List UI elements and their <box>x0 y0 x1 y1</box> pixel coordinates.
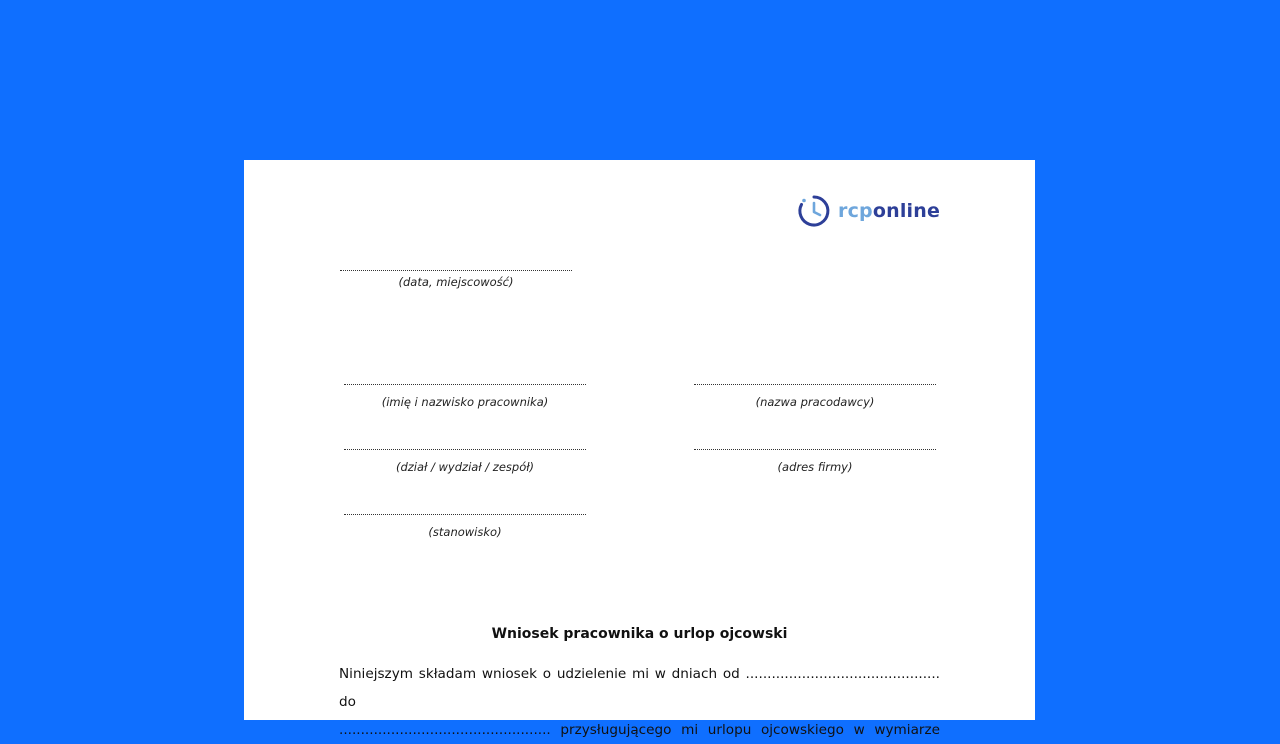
rcponline-logo <box>796 193 940 229</box>
paragraph-line-1: Niniejszym składam wniosek o udzielenie mi w dniach od ............................................. do <box>339 666 940 710</box>
employer-name-caption: (nazwa pracodawcy) <box>755 395 875 409</box>
paragraph-line-2: ................................................. przysługującego mi urlopu ojcowskiego w wymiarze <box>339 722 940 738</box>
dotted-line <box>344 376 586 385</box>
department-caption: (dział / wydział / zespół) <box>395 460 535 474</box>
logo-text-rcp: rcp <box>838 200 873 222</box>
company-address-field <box>690 441 940 474</box>
employee-name-caption: (imię i nazwisko pracownika) <box>381 395 549 409</box>
document-title: Wniosek pracownika o urlop ojcowski <box>491 626 788 642</box>
clock-icon <box>796 193 832 229</box>
employee-name-field <box>340 376 590 409</box>
dotted-line <box>344 441 586 450</box>
position-field <box>340 506 590 539</box>
dotted-line <box>694 441 936 450</box>
logo-text <box>838 200 940 222</box>
date-place-caption: (data, miejscowość) <box>398 275 514 289</box>
document-page <box>244 160 1035 738</box>
position-caption: (stanowisko) <box>428 525 502 539</box>
request-paragraph <box>339 660 940 744</box>
company-address-caption: (adres firmy) <box>777 460 853 474</box>
dotted-line <box>694 376 936 385</box>
dotted-line <box>340 262 572 271</box>
logo-text-online: online <box>872 200 941 222</box>
dotted-line <box>344 506 586 515</box>
employer-name-field <box>690 376 940 409</box>
date-place-field <box>336 262 576 289</box>
department-field <box>340 441 590 474</box>
